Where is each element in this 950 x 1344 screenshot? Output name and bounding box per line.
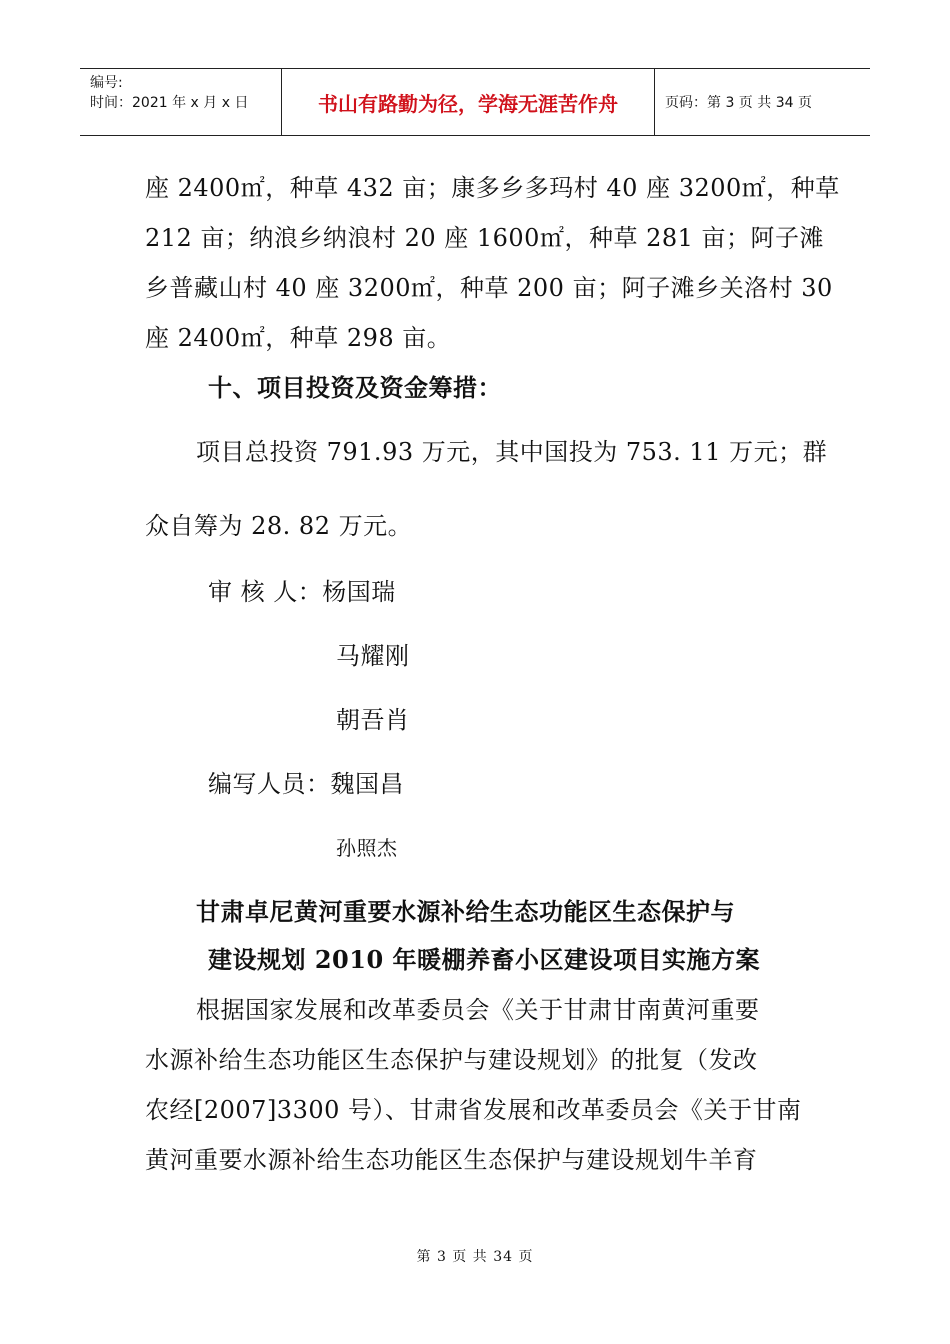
header-number: 编号: <box>90 75 123 91</box>
reviewer-line: 审 核 人：杨国瑞 <box>208 578 396 606</box>
body-paragraph-1-line: 212 亩；纳浪乡纳浪村 20 座 1600㎡，种草 281 亩；阿子滩 <box>145 224 825 252</box>
body-paragraph-1-line: 座 2400㎡，种草 432 亩；康多乡多玛村 40 座 3200㎡，种草 <box>145 174 840 202</box>
reviewer-name: 马耀刚 <box>336 642 410 670</box>
document-title: 建设规划 2010 年暖棚养畜小区建设项目实施方案 <box>208 945 761 974</box>
header-meta <box>80 69 282 135</box>
document-header <box>80 68 870 136</box>
writer-line: 编写人员：魏国昌 <box>208 770 404 798</box>
body-paragraph-2-line: 农经[2007]3300 号）、甘肃省发展和改革委员会《关于甘南 <box>145 1096 802 1124</box>
body-paragraph-2-line: 黄河重要水源补给生态功能区生态保护与建设规划牛羊育 <box>145 1146 758 1174</box>
header-page-info: 页码：第 3 页 共 34 页 <box>665 95 812 111</box>
header-motto: 书山有路勤为径，学海无涯苦作舟 <box>282 69 655 135</box>
page-footer: 第 3 页 共 34 页 <box>416 1249 534 1265</box>
reviewer-name: 朝吾肖 <box>336 706 410 734</box>
body-paragraph-1-line: 乡普藏山村 40 座 3200㎡，种草 200 亩；阿子滩乡关洛村 30 <box>145 274 833 302</box>
section-heading: 十、项目投资及资金筹措： <box>208 373 502 402</box>
document-title: 甘肃卓尼黄河重要水源补给生态功能区生态保护与 <box>196 897 735 926</box>
body-paragraph-1-line: 座 2400㎡，种草 298 亩。 <box>145 324 452 352</box>
investment-line: 项目总投资 791.93 万元，其中国投为 753. 11 万元；群 <box>196 438 828 466</box>
header-date: 时间：2021 年 x 月 x 日 <box>90 95 249 111</box>
investment-line: 众自筹为 28. 82 万元。 <box>145 512 413 540</box>
body-paragraph-2-line: 根据国家发展和改革委员会《关于甘肃甘南黄河重要 <box>196 996 760 1024</box>
body-paragraph-2-line: 水源补给生态功能区生态保护与建设规划》的批复（发改 <box>145 1046 758 1074</box>
writer-name: 孙照杰 <box>336 836 398 860</box>
